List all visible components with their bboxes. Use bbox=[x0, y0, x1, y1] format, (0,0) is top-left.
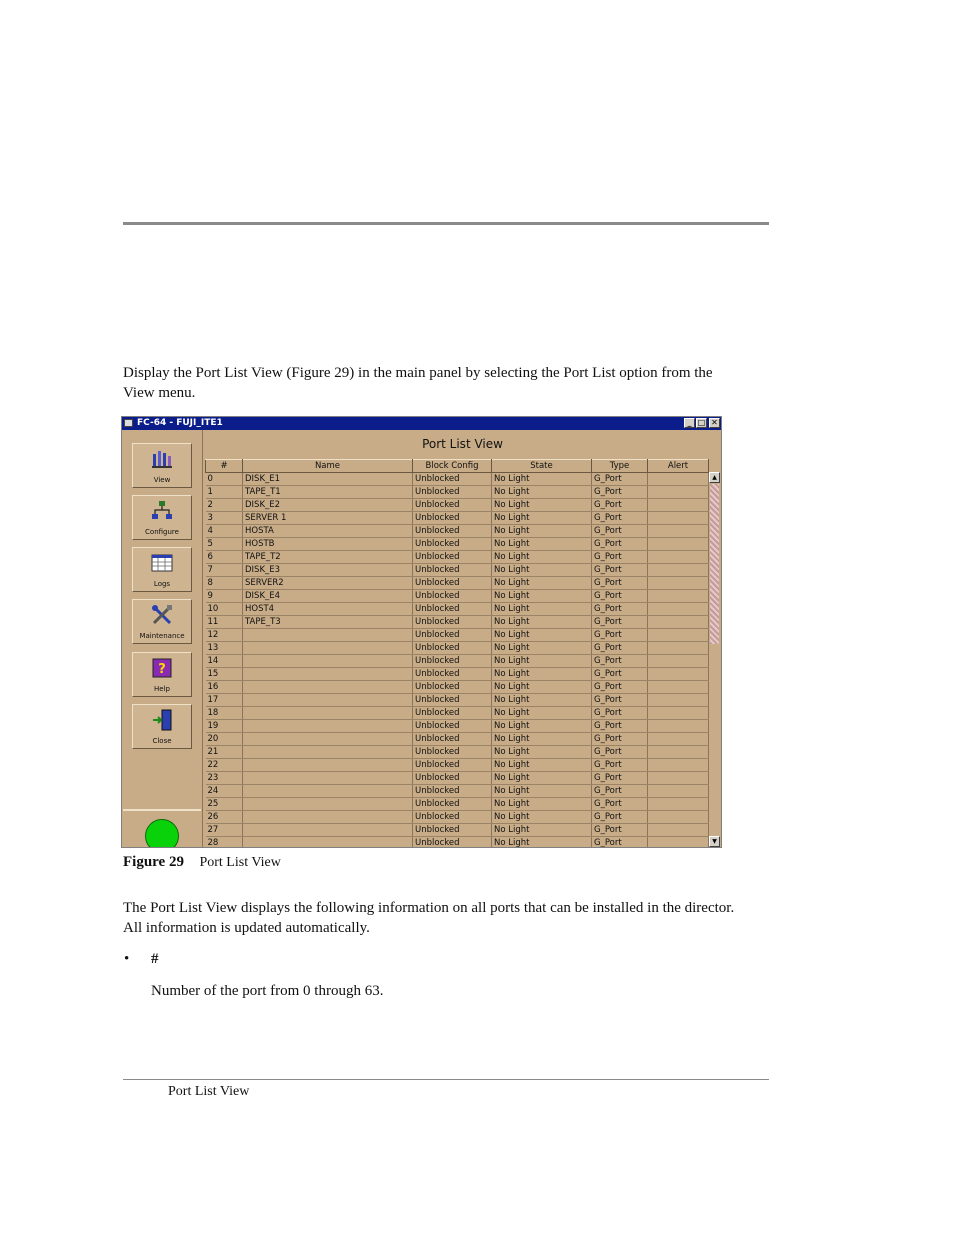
top-rule bbox=[123, 222, 769, 225]
table-row[interactable] bbox=[206, 681, 709, 694]
table-cell bbox=[648, 655, 709, 668]
table-cell bbox=[243, 694, 413, 707]
table-cell: No Light bbox=[492, 616, 592, 629]
table-cell: G_Port bbox=[592, 668, 648, 681]
table-cell: No Light bbox=[492, 564, 592, 577]
table-row[interactable] bbox=[206, 577, 709, 590]
configure-icon bbox=[151, 500, 173, 522]
maintenance-button[interactable] bbox=[132, 599, 192, 644]
table-cell: Unblocked bbox=[413, 616, 492, 629]
table-cell: 9 bbox=[206, 590, 243, 603]
table-cell: 1 bbox=[206, 486, 243, 499]
close-label: Close bbox=[152, 737, 172, 745]
table-cell: No Light bbox=[492, 512, 592, 525]
table-cell: 7 bbox=[206, 564, 243, 577]
table-cell bbox=[243, 733, 413, 746]
table-cell bbox=[243, 772, 413, 785]
table-cell: Unblocked bbox=[413, 707, 492, 720]
table-cell: 3 bbox=[206, 512, 243, 525]
table-cell bbox=[243, 746, 413, 759]
view-icon bbox=[151, 448, 173, 470]
table-cell: No Light bbox=[492, 499, 592, 512]
status-indicator bbox=[145, 819, 179, 848]
table-cell: Unblocked bbox=[413, 538, 492, 551]
figure-caption-text: Port List View bbox=[199, 855, 281, 870]
table-cell: 28 bbox=[206, 837, 243, 849]
sidebar bbox=[122, 430, 203, 847]
bullet-marker: • bbox=[124, 951, 130, 967]
main-panel bbox=[204, 430, 721, 847]
table-row[interactable] bbox=[206, 668, 709, 681]
table-cell: TAPE_T1 bbox=[243, 486, 413, 499]
table-cell: 25 bbox=[206, 798, 243, 811]
table-cell bbox=[648, 837, 709, 849]
table-cell: 18 bbox=[206, 707, 243, 720]
help-button[interactable] bbox=[132, 652, 192, 697]
table-cell: G_Port bbox=[592, 837, 648, 849]
table-cell bbox=[648, 746, 709, 759]
table-cell: 23 bbox=[206, 772, 243, 785]
table-cell: G_Port bbox=[592, 577, 648, 590]
maintenance-label: Maintenance bbox=[139, 632, 185, 640]
table-cell bbox=[243, 811, 413, 824]
table-cell: 11 bbox=[206, 616, 243, 629]
table-cell bbox=[648, 824, 709, 837]
table-row[interactable] bbox=[206, 811, 709, 824]
table-cell: No Light bbox=[492, 772, 592, 785]
column-header[interactable]: Block Config bbox=[413, 460, 492, 473]
table-cell: 10 bbox=[206, 603, 243, 616]
table-cell bbox=[243, 629, 413, 642]
column-header[interactable]: # bbox=[206, 460, 243, 473]
table-cell: No Light bbox=[492, 759, 592, 772]
table-cell: DISK_E1 bbox=[243, 473, 413, 486]
table-cell: G_Port bbox=[592, 525, 648, 538]
table-cell: No Light bbox=[492, 577, 592, 590]
table-row[interactable] bbox=[206, 525, 709, 538]
table-cell: 13 bbox=[206, 642, 243, 655]
table-row[interactable] bbox=[206, 733, 709, 746]
table-cell: G_Port bbox=[592, 655, 648, 668]
table-cell: No Light bbox=[492, 603, 592, 616]
logs-button[interactable] bbox=[132, 547, 192, 592]
table-cell bbox=[648, 590, 709, 603]
table-row[interactable] bbox=[206, 694, 709, 707]
table-cell bbox=[648, 694, 709, 707]
table-cell: G_Port bbox=[592, 733, 648, 746]
table-cell: Unblocked bbox=[413, 811, 492, 824]
table-cell: G_Port bbox=[592, 681, 648, 694]
table-cell: G_Port bbox=[592, 473, 648, 486]
table-cell: 2 bbox=[206, 499, 243, 512]
table-cell: 14 bbox=[206, 655, 243, 668]
table-cell bbox=[648, 616, 709, 629]
table-cell bbox=[648, 538, 709, 551]
view-label: View bbox=[153, 476, 171, 484]
table-cell bbox=[648, 668, 709, 681]
table-cell: Unblocked bbox=[413, 694, 492, 707]
table-row[interactable] bbox=[206, 707, 709, 720]
table-cell: G_Port bbox=[592, 538, 648, 551]
table-cell: G_Port bbox=[592, 486, 648, 499]
table-cell: 8 bbox=[206, 577, 243, 590]
bullet-term: # bbox=[151, 951, 159, 967]
column-header[interactable]: Type bbox=[592, 460, 648, 473]
close-window-button[interactable]: ✕ bbox=[709, 418, 720, 428]
table-cell bbox=[243, 798, 413, 811]
table-cell: 20 bbox=[206, 733, 243, 746]
table-cell: G_Port bbox=[592, 564, 648, 577]
table-cell: No Light bbox=[492, 733, 592, 746]
figure-number: Figure 29 bbox=[123, 854, 184, 870]
table-row[interactable] bbox=[206, 603, 709, 616]
table-cell: G_Port bbox=[592, 720, 648, 733]
table-cell: No Light bbox=[492, 746, 592, 759]
table-cell: TAPE_T3 bbox=[243, 616, 413, 629]
table-cell: Unblocked bbox=[413, 486, 492, 499]
table-cell: 15 bbox=[206, 668, 243, 681]
table-row[interactable] bbox=[206, 655, 709, 668]
table-cell bbox=[648, 629, 709, 642]
table-row[interactable] bbox=[206, 720, 709, 733]
table-cell bbox=[648, 551, 709, 564]
table-cell: Unblocked bbox=[413, 512, 492, 525]
app-window bbox=[121, 416, 722, 848]
table-cell: G_Port bbox=[592, 629, 648, 642]
bottom-rule bbox=[123, 1079, 769, 1080]
table-cell bbox=[243, 668, 413, 681]
table-cell bbox=[648, 798, 709, 811]
table-cell: Unblocked bbox=[413, 837, 492, 849]
table-cell: Unblocked bbox=[413, 629, 492, 642]
table-row[interactable] bbox=[206, 772, 709, 785]
table-cell: G_Port bbox=[592, 616, 648, 629]
table-cell: Unblocked bbox=[413, 473, 492, 486]
scroll-up-button[interactable]: ▲ bbox=[709, 472, 720, 483]
table-row[interactable] bbox=[206, 538, 709, 551]
close-button[interactable] bbox=[132, 704, 192, 749]
table-cell: No Light bbox=[492, 798, 592, 811]
table-cell: Unblocked bbox=[413, 798, 492, 811]
table-cell: G_Port bbox=[592, 603, 648, 616]
configure-button[interactable] bbox=[132, 495, 192, 540]
table-cell: Unblocked bbox=[413, 603, 492, 616]
vertical-scrollbar[interactable] bbox=[709, 472, 720, 847]
table-cell: G_Port bbox=[592, 798, 648, 811]
logs-icon bbox=[151, 552, 173, 574]
table-row[interactable] bbox=[206, 499, 709, 512]
table-cell bbox=[648, 512, 709, 525]
table-cell bbox=[243, 655, 413, 668]
table-cell: No Light bbox=[492, 668, 592, 681]
table-cell bbox=[648, 733, 709, 746]
table-cell bbox=[648, 681, 709, 694]
column-header[interactable]: State bbox=[492, 460, 592, 473]
table-cell: Unblocked bbox=[413, 525, 492, 538]
port-table bbox=[205, 459, 709, 848]
table-cell bbox=[648, 564, 709, 577]
table-cell: Unblocked bbox=[413, 824, 492, 837]
logs-label: Logs bbox=[153, 580, 171, 588]
table-cell bbox=[648, 525, 709, 538]
table-cell: Unblocked bbox=[413, 733, 492, 746]
table-cell bbox=[648, 785, 709, 798]
table-cell: G_Port bbox=[592, 707, 648, 720]
table-cell: 21 bbox=[206, 746, 243, 759]
table-cell bbox=[243, 759, 413, 772]
table-cell bbox=[648, 707, 709, 720]
table-cell: HOST4 bbox=[243, 603, 413, 616]
table-cell: Unblocked bbox=[413, 785, 492, 798]
table-row[interactable] bbox=[206, 551, 709, 564]
table-cell: No Light bbox=[492, 473, 592, 486]
table-cell: TAPE_T2 bbox=[243, 551, 413, 564]
table-cell: Unblocked bbox=[413, 499, 492, 512]
table-cell: No Light bbox=[492, 681, 592, 694]
window-title: FC-64 - FUJI_ITE1 bbox=[137, 418, 223, 428]
table-cell: No Light bbox=[492, 525, 592, 538]
svg-text:?: ? bbox=[158, 662, 166, 677]
table-cell: 27 bbox=[206, 824, 243, 837]
table-row[interactable] bbox=[206, 590, 709, 603]
table-cell: No Light bbox=[492, 694, 592, 707]
table-cell: G_Port bbox=[592, 512, 648, 525]
table-cell: No Light bbox=[492, 486, 592, 499]
table-cell: G_Port bbox=[592, 590, 648, 603]
table-cell bbox=[648, 473, 709, 486]
table-row[interactable] bbox=[206, 629, 709, 642]
table-cell: 0 bbox=[206, 473, 243, 486]
table-cell: G_Port bbox=[592, 642, 648, 655]
table-row[interactable] bbox=[206, 642, 709, 655]
table-cell: No Light bbox=[492, 551, 592, 564]
table-cell: No Light bbox=[492, 642, 592, 655]
table-row[interactable] bbox=[206, 837, 709, 849]
table-cell: No Light bbox=[492, 720, 592, 733]
table-row[interactable] bbox=[206, 759, 709, 772]
table-cell bbox=[243, 642, 413, 655]
table-cell: 12 bbox=[206, 629, 243, 642]
table-cell: DISK_E4 bbox=[243, 590, 413, 603]
table-row[interactable] bbox=[206, 564, 709, 577]
column-header[interactable]: Alert bbox=[648, 460, 709, 473]
column-header[interactable]: Name bbox=[243, 460, 413, 473]
table-cell bbox=[648, 499, 709, 512]
table-row[interactable] bbox=[206, 785, 709, 798]
intro-paragraph: Display the Port List View (Figure 29) in the main panel by selecting the Port List option from the View menu. bbox=[123, 365, 713, 401]
table-cell: Unblocked bbox=[413, 577, 492, 590]
table-cell bbox=[243, 785, 413, 798]
table-cell: 17 bbox=[206, 694, 243, 707]
table-cell bbox=[243, 824, 413, 837]
table-cell: G_Port bbox=[592, 772, 648, 785]
table-cell: 6 bbox=[206, 551, 243, 564]
table-cell: No Light bbox=[492, 824, 592, 837]
app-icon bbox=[124, 419, 133, 427]
table-cell: G_Port bbox=[592, 811, 648, 824]
table-cell: Unblocked bbox=[413, 746, 492, 759]
table-cell: No Light bbox=[492, 629, 592, 642]
table-cell bbox=[243, 707, 413, 720]
table-cell bbox=[648, 720, 709, 733]
table-row[interactable] bbox=[206, 746, 709, 759]
table-cell: 26 bbox=[206, 811, 243, 824]
table-cell: SERVER 1 bbox=[243, 512, 413, 525]
maximize-button[interactable]: □ bbox=[697, 418, 706, 427]
panel-title: Port List View bbox=[422, 437, 503, 451]
table-cell: 16 bbox=[206, 681, 243, 694]
table-cell bbox=[243, 681, 413, 694]
table-cell: No Light bbox=[492, 590, 592, 603]
table-cell: G_Port bbox=[592, 759, 648, 772]
table-cell bbox=[243, 837, 413, 849]
table-cell: No Light bbox=[492, 655, 592, 668]
figure-caption bbox=[123, 853, 281, 872]
table-header bbox=[206, 460, 709, 473]
table-cell: Unblocked bbox=[413, 681, 492, 694]
table-cell: G_Port bbox=[592, 746, 648, 759]
table-cell: G_Port bbox=[592, 499, 648, 512]
table-cell: No Light bbox=[492, 785, 592, 798]
table-cell bbox=[648, 811, 709, 824]
table-cell bbox=[648, 603, 709, 616]
table-cell: Unblocked bbox=[413, 551, 492, 564]
table-row[interactable] bbox=[206, 616, 709, 629]
table-cell: 19 bbox=[206, 720, 243, 733]
table-row[interactable] bbox=[206, 473, 709, 486]
table-cell: No Light bbox=[492, 811, 592, 824]
table-cell: 4 bbox=[206, 525, 243, 538]
configure-label: Configure bbox=[145, 528, 179, 536]
bullet-description: Number of the port from 0 through 63. bbox=[151, 983, 384, 999]
title-bar[interactable] bbox=[122, 417, 721, 430]
table-cell: Unblocked bbox=[413, 564, 492, 577]
table-cell: HOSTB bbox=[243, 538, 413, 551]
table-cell: No Light bbox=[492, 837, 592, 849]
table-cell: G_Port bbox=[592, 551, 648, 564]
body-paragraph: The Port List View displays the following information on all ports that can be installed in the director. All information is updated automatically. bbox=[123, 900, 735, 936]
table-cell bbox=[243, 720, 413, 733]
table-cell: 5 bbox=[206, 538, 243, 551]
maintenance-icon bbox=[151, 604, 173, 626]
table-row[interactable] bbox=[206, 824, 709, 837]
table-cell: 24 bbox=[206, 785, 243, 798]
table-cell: Unblocked bbox=[413, 590, 492, 603]
table-cell bbox=[648, 759, 709, 772]
table-row[interactable] bbox=[206, 486, 709, 499]
table-cell: G_Port bbox=[592, 785, 648, 798]
table-cell: Unblocked bbox=[413, 668, 492, 681]
table-cell: DISK_E3 bbox=[243, 564, 413, 577]
table-cell: No Light bbox=[492, 707, 592, 720]
scroll-thumb[interactable] bbox=[710, 484, 719, 644]
table-cell: Unblocked bbox=[413, 772, 492, 785]
table-row[interactable] bbox=[206, 798, 709, 811]
footer-text: Port List View bbox=[168, 1084, 250, 1099]
table-cell: G_Port bbox=[592, 824, 648, 837]
table-row[interactable] bbox=[206, 512, 709, 525]
help-label: Help bbox=[154, 685, 170, 693]
view-button[interactable] bbox=[132, 443, 192, 488]
table-cell bbox=[648, 577, 709, 590]
help-icon bbox=[151, 657, 173, 679]
scroll-down-button[interactable]: ▼ bbox=[709, 836, 720, 847]
status-area bbox=[123, 809, 201, 848]
table-cell: SERVER2 bbox=[243, 577, 413, 590]
table-cell: No Light bbox=[492, 538, 592, 551]
table-cell bbox=[648, 772, 709, 785]
table-cell: Unblocked bbox=[413, 720, 492, 733]
table-cell bbox=[648, 642, 709, 655]
table-cell: G_Port bbox=[592, 694, 648, 707]
table-cell: Unblocked bbox=[413, 655, 492, 668]
table-cell: Unblocked bbox=[413, 642, 492, 655]
table-cell bbox=[648, 486, 709, 499]
table-cell: 22 bbox=[206, 759, 243, 772]
close-door-icon bbox=[151, 709, 173, 731]
minimize-button[interactable]: _ bbox=[684, 418, 695, 428]
table-cell: DISK_E2 bbox=[243, 499, 413, 512]
table-cell: Unblocked bbox=[413, 759, 492, 772]
table-cell: HOSTA bbox=[243, 525, 413, 538]
